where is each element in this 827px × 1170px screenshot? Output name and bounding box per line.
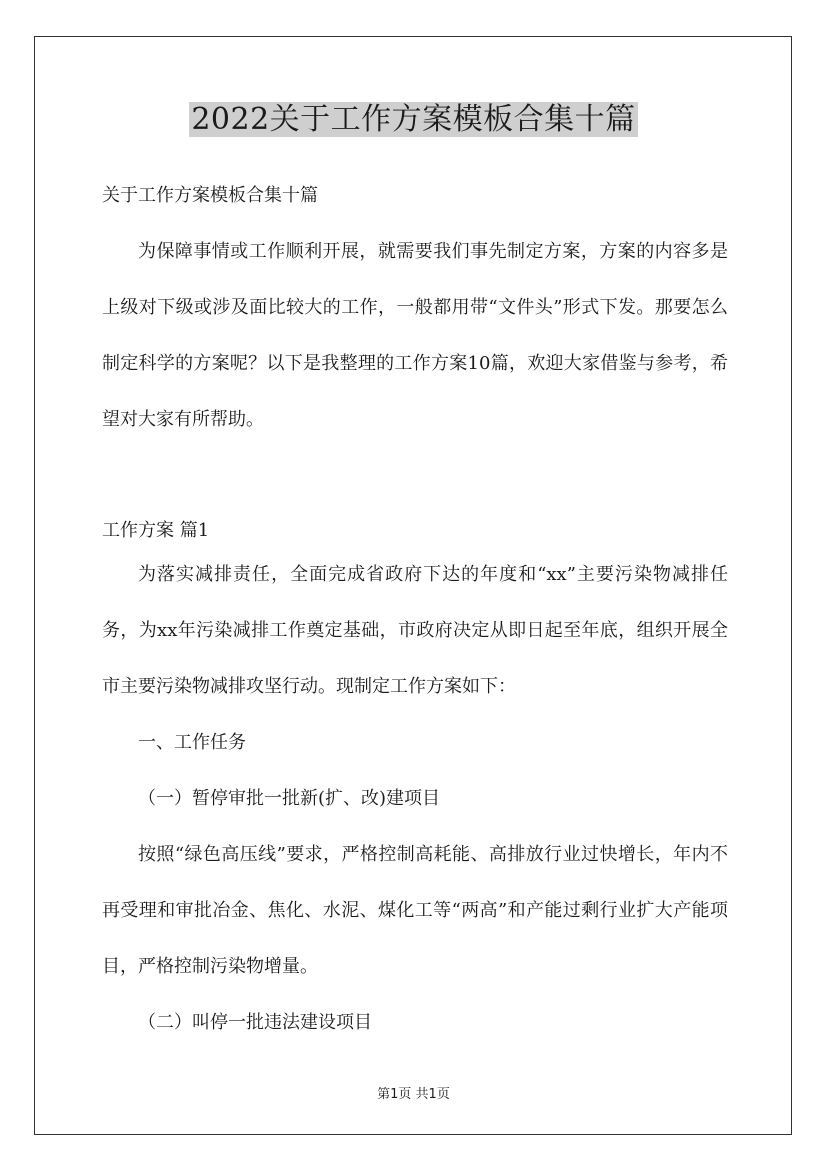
paragraph-2: 一、工作任务 — [138, 732, 246, 753]
paragraph-4: 按照“绿色高压线”要求，严格控制高耗能、高排放行业过快增长，年内不再受理和审批冶金、焦化、水泥、煤化工等“两高”和产能过剩行业扩大产能项目，严格控制污染物增量。 — [102, 844, 728, 977]
section-heading: 工作方案 篇1 — [102, 520, 210, 541]
paragraph-5: （二）叫停一批违法建设项目 — [138, 1012, 372, 1033]
document-title — [0, 98, 827, 142]
paragraph-3: （一）暂停审批一批新(扩、改)建项目 — [138, 788, 441, 809]
intro-paragraph: 为保障事情或工作顺利开展，就需要我们事先制定方案，方案的内容多是上级对下级或涉及面比较大的工作，一般都用带“文件头”形式下发。那要怎么制定科学的方案呢？以下是我整理的工作方案10篇，欢迎大家借鉴与参考，希望对大家有所帮助。 — [102, 241, 728, 430]
document-subtitle: 关于工作方案模板合集十篇 — [102, 185, 318, 206]
section-body — [102, 547, 728, 1051]
page-number: 第1页 共1页 — [377, 1087, 450, 1102]
paragraph-1: 为落实减排责任，全面完成省政府下达的年度和“xx”主要污染物减排任务，为xx年污染减排工作奠定基础，市政府决定从即日起至年底，组织开展全市主要污染物减排攻坚行动。现制定工作方案如下： — [102, 564, 728, 697]
document-title-text: 2022关于工作方案模板合集十篇 — [191, 102, 636, 137]
